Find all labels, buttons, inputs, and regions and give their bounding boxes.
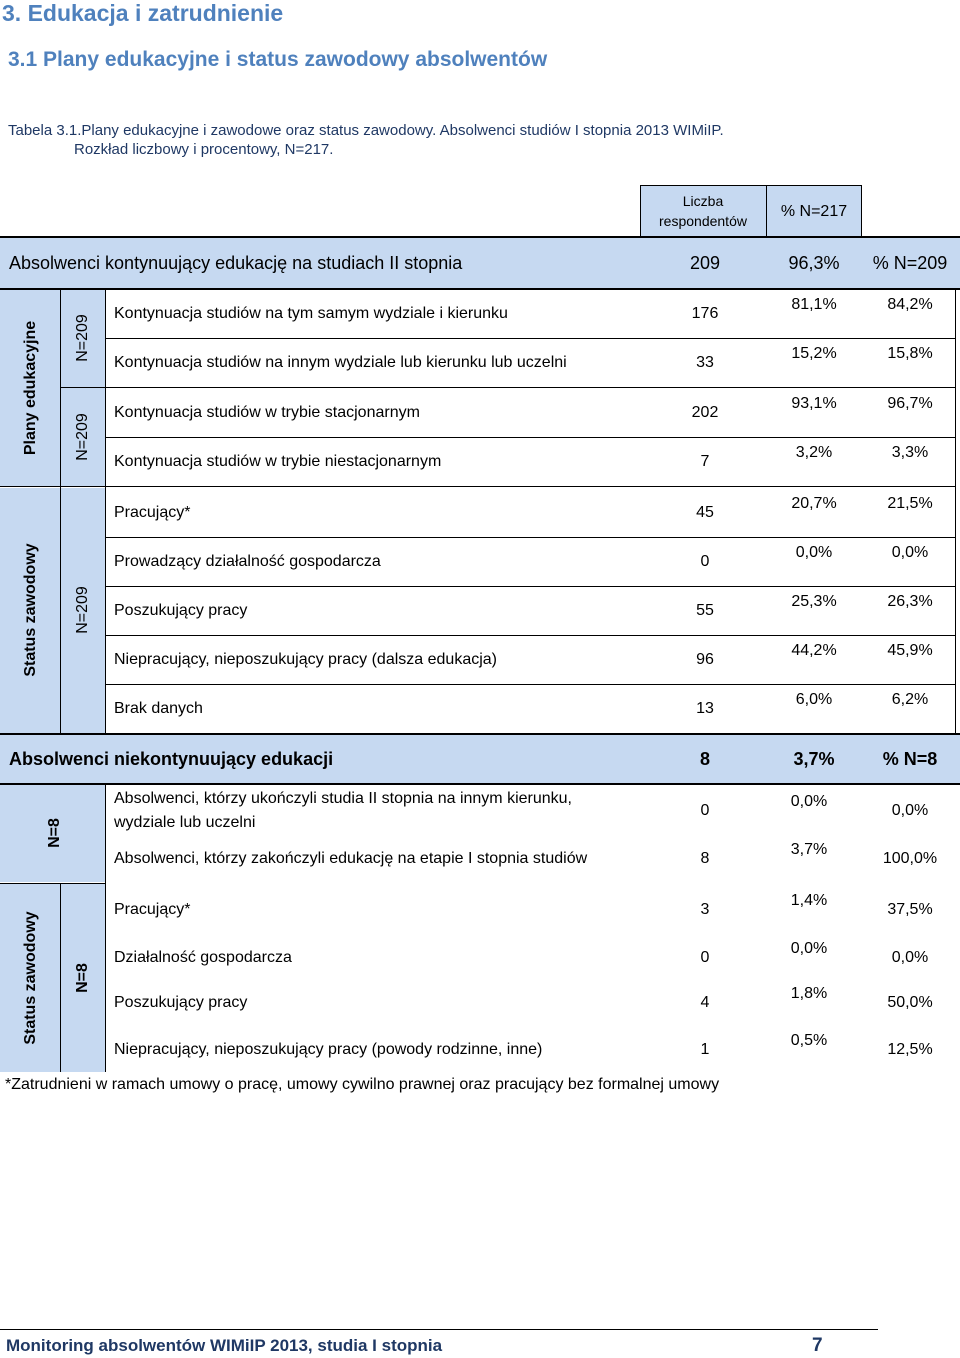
divider — [0, 883, 106, 884]
table-row-count: 176 — [691, 305, 719, 322]
table-row-label-line1: Absolwenci, którzy ukończyli studia II stopnia na innym kierunku, — [114, 790, 572, 807]
group-status-label: Status zawodowy — [22, 543, 39, 677]
table-row-pct: 0,0% — [790, 940, 828, 957]
table-row-pct: 6,0% — [795, 691, 833, 708]
table-row-pct: 81,1% — [791, 296, 837, 313]
section2-label: Absolwenci niekontynuujący edukacji — [9, 749, 334, 769]
caption-line-1: Tabela 3.1.Plany edukacyjne i zawodowe oraz status zawodowy. Absolwenci studiów I stopnia 2013 WIMiIP. — [8, 122, 724, 139]
table-row-pct: 20,7% — [791, 495, 837, 512]
divider — [105, 635, 956, 636]
table-row-count: 33 — [696, 354, 714, 371]
table-row-pct2: 96,7% — [887, 395, 933, 412]
group-status2-label: Status zawodowy — [22, 911, 39, 1045]
table-row-pct: 15,2% — [791, 345, 837, 362]
table-row-pct2: 37,5% — [887, 901, 933, 918]
table-row-label: Poszukujący pracy — [114, 602, 248, 619]
table-row-pct2: 6,2% — [891, 691, 929, 708]
divider — [105, 437, 956, 438]
table-row-label: Prowadzący działalność gospodarcza — [114, 553, 381, 570]
section2-count: 8 — [699, 749, 710, 769]
table-row-label: Kontynuacja studiów na innym wydziale lub kierunku lub uczelni — [114, 354, 567, 371]
table-row-pct2: 3,3% — [891, 444, 929, 461]
table-row-pct2: 45,9% — [887, 642, 933, 659]
table-row-count: 0 — [700, 553, 710, 570]
table-row-label: Kontynuacja studiów w trybie stacjonarnym — [114, 404, 420, 421]
header-count-line1: Liczba — [682, 193, 724, 209]
divider — [0, 486, 956, 487]
table-row-pct2: 21,5% — [887, 495, 933, 512]
table-row-label: Niepracujący, nieposzukujący pracy (dalsza edukacja) — [114, 651, 497, 668]
table-row-count: 96 — [696, 651, 714, 668]
footer-divider — [0, 1329, 878, 1330]
table-row-label: Działalność gospodarcza — [114, 949, 292, 966]
n-label-4: N=8 — [46, 818, 63, 848]
table-row-pct: 0,0% — [795, 544, 833, 561]
section1-pct2-header: % N=209 — [872, 253, 948, 273]
table-row-label: Niepracujący, nieposzukujący pracy (powody rodzinne, inne) — [114, 1041, 543, 1058]
divider — [105, 586, 956, 587]
section1-label: Absolwenci kontynuujący edukację na studiach II stopnia — [9, 253, 463, 273]
n-label-2: N=209 — [74, 413, 91, 461]
header-count-line2: respondentów — [659, 213, 747, 229]
n-label-3: N=209 — [74, 586, 91, 634]
divider — [60, 290, 61, 733]
divider — [105, 290, 106, 733]
table-row-pct2: 50,0% — [887, 994, 933, 1011]
table-footnote: *Zatrudnieni w ramach umowy o pracę, umowy cywilno prawnej oraz pracujący bez formalnej umowy — [5, 1076, 720, 1093]
table-row-count: 7 — [700, 453, 710, 470]
table-row-label: Brak danych — [114, 700, 203, 717]
table-row-pct: 93,1% — [791, 395, 837, 412]
subsection-heading: 3.1 Plany edukacyjne i status zawodowy absolwentów — [8, 48, 548, 71]
n-label-1: N=209 — [74, 314, 91, 362]
table-row-pct: 0,5% — [790, 1032, 828, 1049]
table-row-pct2: 0,0% — [891, 544, 929, 561]
divider — [105, 537, 956, 538]
table-row-pct2: 26,3% — [887, 593, 933, 610]
table-row-pct: 3,2% — [795, 444, 833, 461]
table-row-pct2: 0,0% — [891, 802, 929, 819]
table-row-pct2: 84,2% — [887, 296, 933, 313]
table-row-count: 8 — [700, 850, 710, 867]
table-row-count: 4 — [700, 994, 710, 1011]
table-row-label: Kontynuacja studiów w trybie niestacjonarnym — [114, 453, 442, 470]
table-row-label-line2: wydziale lub uczelni — [114, 814, 256, 831]
divider — [640, 185, 862, 186]
section-heading: 3. Edukacja i zatrudnienie — [2, 0, 284, 26]
table-row-count: 1 — [700, 1041, 710, 1058]
table-row-count: 202 — [691, 404, 719, 421]
table-row-label: Kontynuacja studiów na tym samym wydziale i kierunku — [114, 305, 508, 322]
table-row-count: 55 — [696, 602, 714, 619]
table-caption — [8, 121, 724, 159]
divider — [60, 884, 61, 1072]
table-row-count: 0 — [700, 949, 710, 966]
table-row-pct2: 15,8% — [887, 345, 933, 362]
table-row-pct2: 100,0% — [882, 850, 938, 867]
table-row-pct: 1,4% — [790, 892, 828, 909]
table-row-pct2: 12,5% — [887, 1041, 933, 1058]
section1-count: 209 — [689, 253, 721, 273]
table-row-pct: 0,0% — [790, 793, 828, 810]
divider — [0, 783, 960, 785]
divider — [60, 387, 106, 388]
page-number: 7 — [812, 1335, 823, 1356]
header-pct: % N=217 — [780, 203, 848, 220]
divider — [105, 684, 956, 685]
table-row-pct: 3,7% — [790, 841, 828, 858]
divider — [105, 338, 956, 339]
table-row-pct: 1,8% — [790, 985, 828, 1002]
table-row-label: Pracujący* — [114, 901, 191, 918]
table-row-pct: 44,2% — [791, 642, 837, 659]
section2-pct: 3,7% — [793, 749, 835, 769]
group-plans-label: Plany edukacyjne — [22, 320, 39, 456]
table-row-label: Poszukujący pracy — [114, 994, 248, 1011]
table-row-count: 45 — [696, 504, 714, 521]
divider — [0, 288, 960, 290]
table-row-count: 0 — [700, 802, 710, 819]
section1-pct: 96,3% — [788, 253, 840, 273]
divider — [105, 387, 956, 388]
table-row-label: Pracujący* — [114, 504, 191, 521]
table-row-pct2: 0,0% — [891, 949, 929, 966]
divider — [105, 785, 106, 1072]
page-footer: Monitoring absolwentów WIMiIP 2013, studia I stopnia — [6, 1336, 443, 1355]
table-row-pct: 25,3% — [791, 593, 837, 610]
table-row-label: Absolwenci, którzy zakończyli edukację na etapie I stopnia studiów — [114, 850, 588, 867]
section2-pct2-header: % N=8 — [882, 749, 938, 769]
n-label-5: N=8 — [74, 963, 91, 993]
table-row-count: 3 — [700, 901, 710, 918]
table-row-count: 13 — [696, 700, 714, 717]
caption-line-2: Rozkład liczbowy i procentowy, N=217. — [74, 141, 334, 158]
